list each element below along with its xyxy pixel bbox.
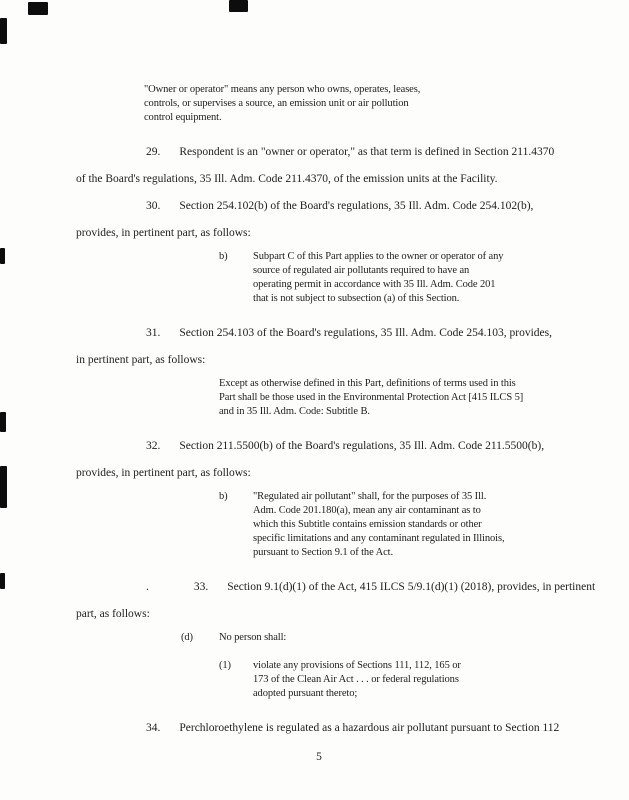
page-number: 5 — [316, 751, 322, 763]
quote-label: b) — [219, 251, 228, 262]
quote-line: source of regulated air pollutants required to have an — [253, 265, 470, 276]
quote-label: (d) — [181, 632, 193, 643]
paragraph-30 — [76, 193, 562, 247]
scan-artifact — [0, 466, 7, 508]
paragraph-text: Respondent is an "owner or operator," as that term is defined in Section 211.4370 — [179, 146, 555, 158]
paragraph-text: provides, in pertinent part, as follows: — [76, 227, 251, 239]
paragraph-text: provides, in pertinent part, as follows: — [76, 467, 251, 479]
quote-label: b) — [219, 491, 228, 502]
paragraph-text: Section 211.5500(b) of the Board's regulations, 35 Ill. Adm. Code 211.5500(b), — [179, 440, 545, 452]
paragraph-number: 29. — [146, 146, 161, 158]
paragraph-text: part, as follows: — [76, 608, 150, 620]
quote-line: Subpart C of this Part applies to the owner or operator of any — [253, 251, 504, 262]
scan-artifact — [0, 248, 5, 264]
quote-line: adopted pursuant thereto; — [253, 688, 358, 699]
quote-line: control equipment. — [144, 112, 222, 123]
scan-artifact — [0, 573, 5, 589]
paragraph-number: 33. — [193, 581, 209, 593]
quote-regulated-air-pollutant — [219, 490, 562, 560]
paragraph-29 — [76, 139, 562, 193]
quote-subpart-c — [219, 250, 562, 306]
quote-label: (1) — [219, 660, 231, 671]
quote-line: which this Subtitle contains emission standards or other — [253, 519, 482, 530]
paragraph-34 — [76, 715, 562, 742]
paragraph-31 — [76, 320, 562, 374]
quote-line: and in 35 Ill. Adm. Code: Subtitle B. — [219, 406, 370, 417]
quote-line: Except as otherwise defined in this Part, definitions of terms used in this — [219, 378, 516, 389]
scan-artifact — [0, 412, 6, 432]
quote-definitions — [219, 377, 562, 419]
quote-line: Adm. Code 201.180(a), mean any air contaminant as to — [253, 505, 481, 516]
scan-artifact — [28, 2, 48, 15]
quote-line: Part shall be those used in the Environmental Protection Act [415 ILCS 5] — [219, 392, 524, 403]
paragraph-number: 34. — [146, 722, 161, 734]
paragraph-number: 31. — [146, 327, 161, 339]
quote-line: violate any provisions of Sections 111, 112, 165 or — [253, 660, 461, 671]
paragraph-text: in pertinent part, as follows: — [76, 354, 206, 366]
paragraph-text: Section 254.102(b) of the Board's regulations, 35 Ill. Adm. Code 254.102(b), — [179, 200, 534, 212]
scan-artifact — [0, 18, 7, 44]
quote-owner-operator-definition — [144, 83, 562, 125]
stray-mark: . — [146, 581, 149, 593]
scan-artifact — [229, 0, 248, 12]
quote-line: that is not subject to subsection (a) of this Section. — [253, 293, 460, 304]
quote-subsection-d1 — [219, 659, 562, 701]
paragraph-32 — [76, 433, 562, 487]
quote-line: operating permit in accordance with 35 Ill. Adm. Code 201 — [253, 279, 496, 290]
paragraph-text: Perchloroethylene is regulated as a hazardous air pollutant pursuant to Section 112 — [179, 722, 560, 734]
quote-line: controls, or supervises a source, an emission unit or air pollution — [144, 98, 409, 109]
quote-line: No person shall: — [219, 632, 287, 643]
paragraph-number: 32. — [146, 440, 161, 452]
paragraph-33 — [76, 574, 596, 628]
quote-line: pursuant to Section 9.1 of the Act. — [253, 547, 393, 558]
quote-line: specific limitations and any contaminant regulated in Illinois, — [253, 533, 505, 544]
paragraph-text: Section 9.1(d)(1) of the Act, 415 ILCS 5/9.1(d)(1) (2018), provides, in pertinent — [227, 581, 596, 593]
paragraph-text: of the Board's regulations, 35 Ill. Adm. Code 211.4370, of the emission units at the Facility. — [76, 173, 498, 185]
quote-line: 173 of the Clean Air Act . . . or federal regulations — [253, 674, 459, 685]
paragraph-number: 30. — [146, 200, 161, 212]
quote-line: "Regulated air pollutant" shall, for the purposes of 35 Ill. — [253, 491, 487, 502]
page-content — [76, 80, 596, 764]
quote-line: "Owner or operator" means any person who owns, operates, leases, — [144, 84, 421, 95]
paragraph-text: Section 254.103 of the Board's regulations, 35 Ill. Adm. Code 254.103, provides, — [179, 327, 552, 339]
quote-subsection-d — [181, 631, 562, 645]
